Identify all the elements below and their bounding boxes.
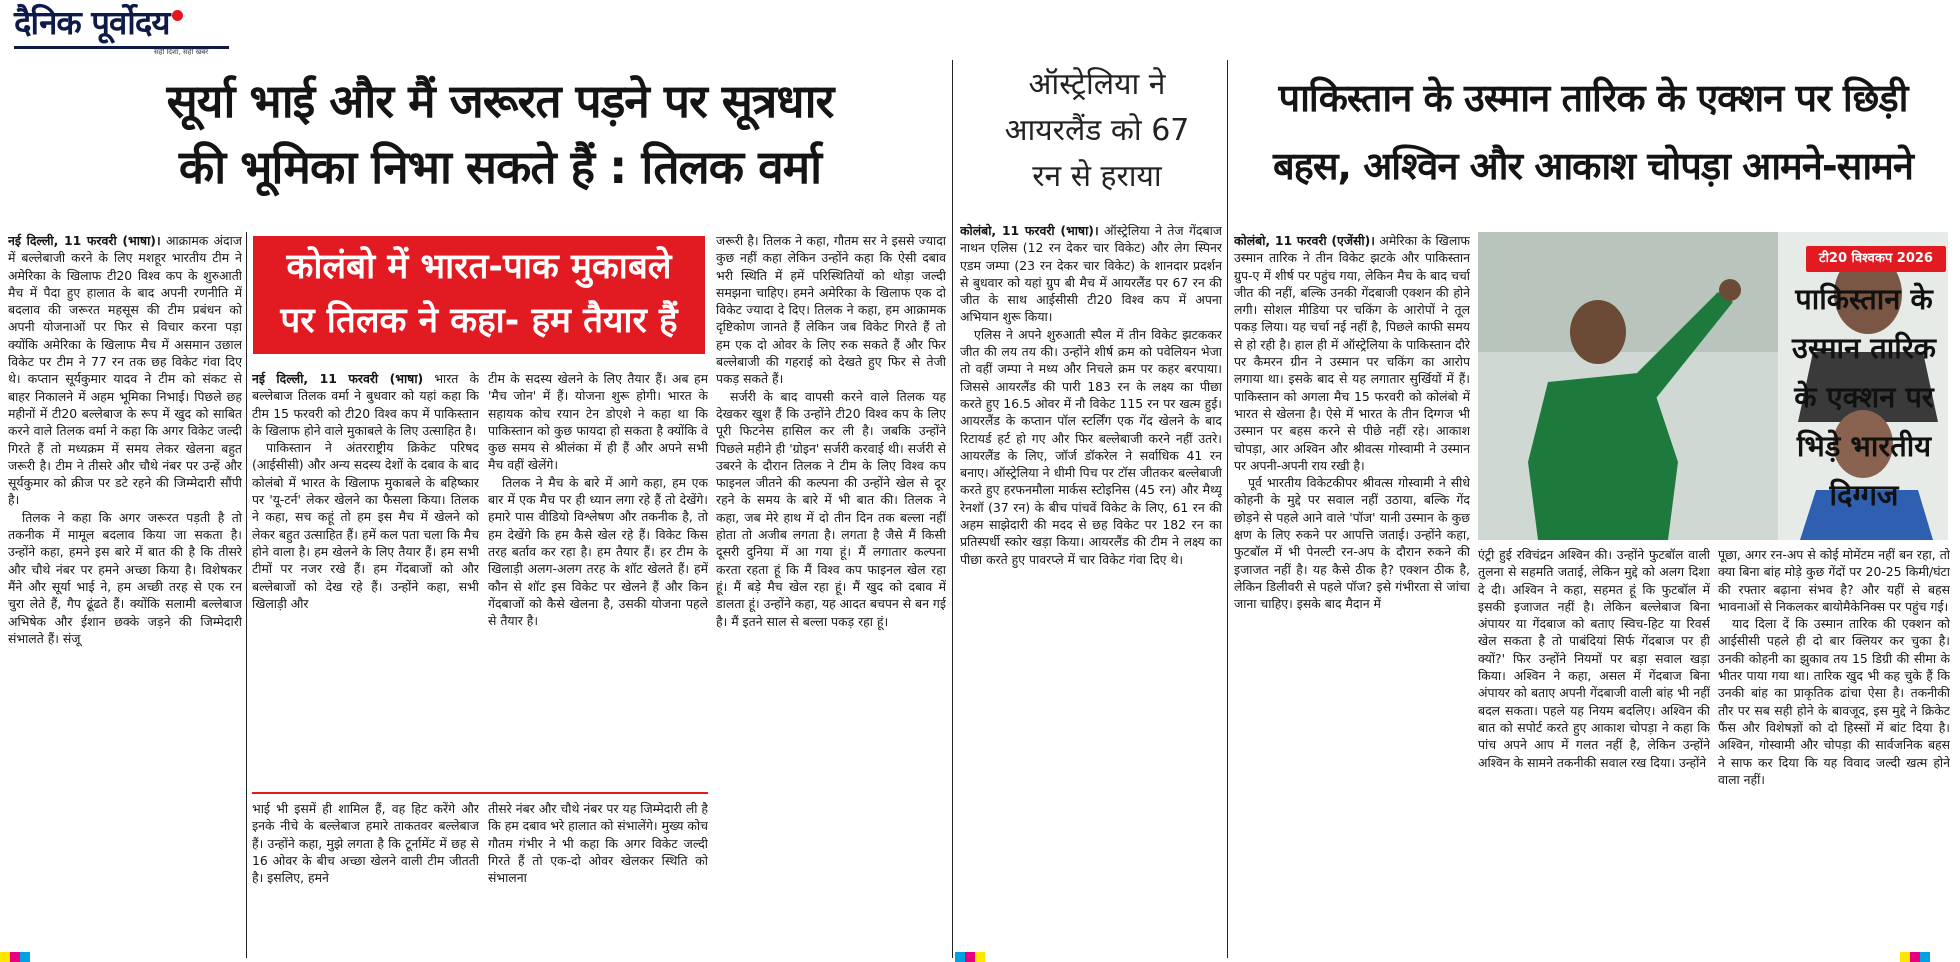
story2-paragraph2: एलिस ने अपने शुरुआती स्पैल में तीन विकेट झटककर जीत की लय तय की। उन्होंने शीर्ष क्रम को पवेलियन भेजा तो वहीं जम्पा ने मध्य और निचले क्रम पर कहर बरपाया। जिससे आयरलैंड की पारी 183 रन के लक्ष्य का पीछा करते हुए 16.5 ओवर में नौ विकेट 115 रन पर खत्म हुई। आयरलैंड के कप्तान पॉल स्टर्लिंग एक गेंद खेलने के बाद रिटायर्ड हर्ट हो गए और फिर बल्लेबाजी करने नहीं उतरे। आयरलैंड के लिए, जॉर्ज डॉकरेल ने सर्वाधिक 41 रन बनाए। ऑस्ट्रेलिया ने धीमी पिच पर टॉस जीतकर बल्लेबाजी करते हुए हरफनमौला मार्कस स्टोइनिस (45 रन) और मैथ्यू रेनशॉ (37 रन) के बीच पांचवें विकेट के लिए, 61 रन की अहम साझेदारी की मदद से छह विकेट पर 182 रन का प्रतिस्पर्धी स्कोर खड़ा किया। आयरलैंड की टीम ने लक्ष्य का पीछा करते हुए पावरप्ले में चार विकेट गंवा दिए थे।: [960, 326, 1222, 567]
story2-headline: [982, 62, 1212, 200]
story1-subheadline-line2: पर तिलक ने कहा- हम तैयार हैं: [280, 301, 678, 341]
story1-col2-paragraph2: पाकिस्तान ने अंतरराष्ट्रीय क्रिकेट परिषद (आईसीसी) और अन्य सदस्य देशों के दबाव के बाद कोलंबो में भारत के खिलाफ मुकाबले के बहिष्कार पर 'यू-टर्न' लेकर खेलने का फैसला किया। तिलक ने कहा, सच कहूं तो हम इस मैच में खेलने को लेकर बहुत उत्साहित हैं। हमें कल पता चला कि मैच होने वाला है। हम खेलने के लिए तैयार हैं। हम सभी टीमों पर नजर रखे हैं। हम गेंदबाजों को और बल्लेबाजों को देख रहे हैं। उन्होंने कहा, सभी खिलाड़ी और: [252, 440, 479, 611]
story3-dateline: कोलंबो, 11 फरवरी (एजेंसी)।: [1234, 233, 1375, 248]
print-mark: [20, 952, 30, 962]
story1-bottom-column-b: [488, 800, 708, 958]
story1-subheadline-box: [253, 236, 705, 354]
story1-col1-paragraph2: तिलक ने कहा कि अगर जरूरत पड़ती है तो तकनीक में मामूल बदलाव किया जा सकता है। उन्होंने कहा, हमने इस बारे में बात की है कि तीसरे और चौथे नंबर पर हमने अच्छा किया है। विशेषकर मैंने और सूर्या भाई ने, हम अच्छी तरह से एक रन चुरा लेते हैं, गैप ढूंढते हैं। क्योंकि सलामी बल्लेबाज अभिषेक और ईशान छक्के जड़ने की जिम्मेदारी संभालते हैं। संजू: [8, 509, 242, 646]
story1-dateline: नई दिल्ली, 11 फरवरी (भाषा)।: [8, 233, 161, 248]
print-mark: [1910, 952, 1920, 962]
story3-paragraph5: याद दिला दें कि उस्मान तारिक की एक्शन को आईसीसी पहले ही दो बार क्लियर कर चुका है। उनकी कोहनी का झुकाव तय 15 डिग्री की सीमा के भीतर पाया गया था। तारिक खुद भी कह चुके हैं कि उनकी बांह का प्राकृतिक ढांचा ऐसा है। तकनीकी तौर पर सब सही होने के बावजूद, इस मुद्दे ने क्रिकेट फैंस और विशेषज्ञों को दो हिस्सों में बांट दिया है। अश्विन, गोस्वामी और चोपड़ा की सार्वजनिक बहस ने साफ कर दिया कि यह विवाद जल्दी खत्म होने वाला नहीं।: [1718, 616, 1950, 787]
print-mark: [975, 952, 985, 962]
masthead-name: दैनिक पूर्वोदय: [14, 3, 170, 42]
print-mark: [1900, 952, 1910, 962]
photo-badge: टी20 विश्वकप 2026: [1806, 246, 1946, 272]
story3-headline-line1: पाकिस्तान के उस्मान तारिक के एक्शन पर छिड़ी: [1278, 76, 1908, 120]
column-divider: [952, 60, 953, 958]
story2-headline-line3: रन से हराया: [1032, 159, 1162, 194]
story3-paragraph1: अमेरिका के खिलाफ उस्मान तारिक ने तीन विकेट झटके और पाकिस्तान ग्रुप-ए में शीर्ष पर पहुंच गया, लेकिन मैच के बाद चर्चा जीत की नहीं, बल्कि उनकी गेंदबाजी एक्शन की होने लगी। सोशल मीडिया पर चकिंग के आरोपों ने तूल पकड़ लिया। यह चर्चा नई नहीं है, पिछले काफी समय से हो रही है। हाल ही में ऑस्ट्रेलिया के पाकिस्तान दौरे पर कैमरन ग्रीन ने उस्मान पर चकिंग का आरोप लगाया था। इसके बाद से यह लगातार सुर्खियों में हैं। पाकिस्तान को अगला मैच 15 फरवरी को कोलंबो में भारत से खेलना है। ऐसे में भारत के तीन दिग्गज भी उस्मान पर बहस करने से पीछे नहीं रहे। आकाश चोपड़ा, आर अश्विन और श्रीवत्स गोस्वामी ने उस्मान पर अपनी-अपनी राय रखी है।: [1234, 233, 1470, 473]
masthead-tagline: सही दिशा, सही खबर: [154, 48, 209, 56]
print-mark: [955, 952, 965, 962]
story2-headline-line2: आयरलैंड को 67: [1004, 113, 1190, 148]
story2-dateline: कोलंबो, 11 फरवरी (भाषा)।: [960, 223, 1099, 238]
story3-headline: [1232, 64, 1954, 200]
story1-column-4: [716, 232, 946, 958]
story1-column-1: [8, 232, 242, 958]
story3-paragraph3: एंट्री हुई रविचंद्रन अश्विन की। उन्होंने फुटबॉल वाली तुलना से सहमति जताई, लेकिन मुद्दे को अलग दिशा दे दी। अश्विन ने कहा, सहमत हूं कि फुटबॉल में इसकी इजाजत नहीं है। लेकिन बल्लेबाज बिना अंपायर या गेंदबाज को बताए स्विच-हिट या रिवर्स खेल सकता है तो पाबंदियां सिर्फ गेंदबाज पर ही क्यों?' फिर उन्होंने नियमों पर बड़ा सवाल खड़ा किया। अश्विन ने कहा, असल में गेंदबाज बिना अंपायर को बताए अपनी गेंदबाजी वाली बांह भी नहीं बदल सकता। पहले यह नियम बदलिए। अश्विन की बात को सपोर्ट करते हुए आकाश चोपड़ा ने कहा कि पांच अपने आप में गलत नहीं है, लेकिन उन्होंने अश्विन के सामने तकनीकी सवाल रख दिया। उन्होंने: [1478, 547, 1710, 770]
story1-col2-dateline: नई दिल्ली, 11 फरवरी (भाषा): [252, 371, 424, 386]
story2-paragraph1: ऑस्ट्रेलिया ने तेज गेंदबाज नाथन एलिस (12 रन देकर चार विकेट) और लेग स्पिनर एडम जम्पा (23 रन देकर चार विकेट) के शानदार प्रदर्शन से बुधवार को यहां ग्रुप बी मैच में आयरलैंड पर 67 रन की जीत के साथ आईसीसी टी20 विश्व कप में अपना अभियान शुरू किया।: [960, 223, 1222, 325]
story1-bottom-column-a: [252, 800, 479, 958]
story1-headline: [30, 68, 970, 200]
column-divider: [246, 232, 247, 958]
story1-column-2: [252, 370, 479, 788]
story1-subheadline-line1: कोलंबो में भारत-पाक मुकाबले: [286, 247, 672, 287]
story1-headline-line1: सूर्या भाई और मैं जरूरत पड़ने पर सूत्रधार: [166, 74, 834, 128]
logo-dot-icon: [172, 10, 183, 21]
story1-bottom-paragraph-a: भाई भी इसमें ही शामिल हैं, वह हिट करेंगे और इनके नीचे के बल्लेबाज हमारे ताकतवर बल्लेबाज हैं। उन्होंने कहा, मुझे लगता है कि टूर्नामेंट में छह से 16 ओवर के बीच अच्छा खेलने वाली टीम जीतती है। इसलिए, हमने: [252, 801, 479, 886]
story1-col2-paragraph1: भारत के बल्लेबाज तिलक वर्मा ने बुधवार को यहां कहा कि टीम 15 फरवरी को टी20 विश्व कप में पाकिस्तान के खिलाफ होने वाले मुकाबले के लिए उत्साहित है।: [252, 371, 479, 438]
column-divider: [1227, 60, 1228, 958]
story1-bottom-paragraph-b: तीसरे नंबर और चौथे नंबर पर यह जिम्मेदारी ली है कि हम दबाव भरे हालात को संभालेंगे। मुख्य कोच गौतम गंभीर ने भी कहा कि अगर विकेट जल्दी गिरते हैं तो एक-दो ओवर खेलकर स्थिति को संभालना: [488, 801, 708, 886]
story3-column-3: [1718, 546, 1950, 958]
photo-caption: पाकिस्तान के उस्मान तारिक के एक्शन पर भिड़े भारतीय दिग्गज: [1792, 282, 1936, 512]
red-divider: [252, 792, 708, 794]
print-mark: [0, 952, 10, 962]
story3-column-1: [1234, 232, 1470, 958]
story1-col3-paragraph2: तिलक ने मैच के बारे में आगे कहा, हम एक बार में एक मैच पर ही ध्यान लगा रहे हैं तो देखेंगे। हमारे पास वीडियो विश्लेषण और तकनीक है, तो हम देखेंगे कि हम कैसे खेल रहे हैं। विकेट किस तरह बर्ताव कर रहा है। हम तैयार हैं। हर टीम के खिलाड़ी अलग-अलग तरह के शॉट खेलते हैं। हमें कौन से शॉट इस विकेट पर खेलने हैं और किन गेंदबाजों को कैसे खेलना है, उसकी योजना पहले से तैयार है।: [488, 474, 708, 629]
story3-headline-line2: बहस, अश्विन और आकाश चोपड़ा आमने-सामने: [1272, 144, 1913, 188]
print-mark: [965, 952, 975, 962]
story1-column-3: [488, 370, 708, 788]
story2-column: [960, 222, 1222, 958]
story2-headline-line1: ऑस्ट्रेलिया ने: [1028, 67, 1166, 102]
print-mark: [10, 952, 20, 962]
print-mark: [1920, 952, 1930, 962]
story1-headline-line2: की भूमिका निभा सकते हैं : तिलक वर्मा: [178, 140, 822, 194]
masthead-logo: [14, 4, 244, 56]
story1-col4-paragraph2: सर्जरी के बाद वापसी करने वाले तिलक यह देखकर खुश हैं कि उन्होंने टी20 विश्व कप के लिए पूरी फिटनेस हासिल कर ली है। जबकि उन्होंने पिछले महीने ही 'ग्रोइन' सर्जरी करवाई थी। सर्जरी से उबरने के दौरान तिलक ने टीम के लिए विश्व कप फाइनल जीतने की कल्पना की उन्होंने खेल से दूर रहने के समय के बारे में भी बात की। तिलक ने कहा, जब मेरे हाथ में दो तीन दिन तक बल्ला नहीं होता तो अजीब लगता है। लगता है जैसे मैं किसी दूसरी दुनिया में आ गया हूं। मैं लगातार कल्पना करता रहता हूं कि मैं विश्व कप फाइनल खेल रहा हूं। मैं बड़े मैच खेल रहा हूं। मैं खुद को दबाव में डालता हूं। उन्होंने कहा, यह आदत बचपन से बन गई है। मैं इतने साल से बल्ला पकड़ रहा हूं।: [716, 388, 946, 629]
story1-col4-paragraph1: जरूरी है। तिलक ने कहा, गौतम सर ने इससे ज्यादा कुछ नहीं कहा लेकिन उन्होंने कहा कि ऐसी दबाव भरी स्थिति में हमें परिस्थितियों को थोड़ा जल्दी समझना चाहिए। हमने अमेरिका के खिलाफ एक दो विकेट ज्यादा दे दिए। तिलक ने कहा, हम आक्रामक दृष्टिकोण जानते हैं लेकिन जब विकेट गिरते हैं तो हम एक दो ओवर के लिए रुक सकते हैं और फिर बल्लेबाजी की गहराई को देखते हुए फिर से तेजी पकड़ सकते हैं।: [716, 233, 946, 387]
story3-paragraph2: पूर्व भारतीय विकेटकीपर श्रीवत्स गोस्वामी ने सीधे कोहनी के मुद्दे पर सवाल नहीं उठाया, बल्कि गेंद छोड़ने से पहले आने वाले 'पॉज' यानी उस्मान के कुछ क्षण के लिए रुकने पर आपत्ति जताई। उन्होंने कहा, फुटबॉल में भी पेनल्टी रन-अप के दौरान रुकने की इजाजत नहीं है। यह कैसे ठीक है? एक्शन ठीक है, लेकिन डिलीवरी से पहले पॉज? इसे गंभीरता से जांचा जाना चाहिए। इसके बाद मैदान में: [1234, 475, 1470, 612]
story1-col3-paragraph1: टीम के सदस्य खेलने के लिए तैयार हैं। अब हम 'मैच जोन' में हैं। योजना शुरू होगी। भारत के सहायक कोच रयान टेन डोएशे ने कहा था कि पाकिस्तान को कुछ फायदा हो सकता है क्योंकि वे कुछ समय से श्रीलंका में ही हैं और अपने सभी मैच वहीं खेलेंगे।: [488, 371, 708, 473]
story3-column-2: [1478, 546, 1710, 958]
story1-col1-paragraph1: आक्रामक अंदाज में बल्लेबाजी करने के लिए मशहूर भारतीय टीम ने अमेरिका के खिलाफ टी20 विश्व कप के शुरुआती मैच में पैदा हुए हालात के बाद अपनी रणनीति में बदलाव की जरूरत महसूस की टीम प्रबंधन को अपनी योजनाओं पर फिर से विचार करना पड़ा क्योंकि अमेरिका के खिलाफ मैच में असमान उछाल विकेट पर टीम ने 77 रन तक छह विकेट गंवा दिए थे। कप्तान सूर्यकुमार यादव ने टीम को संकट से बाहर निकालने में अहम भूमिका निभाई। पिछले छह महीनों में टी20 बल्लेबाज के रूप में खुद को साबित करने वाले तिलक वर्मा ने कहा कि अगर विकेट जल्दी गिरते हैं तो मध्यक्रम में समय लेकर खेलना बहुत जरूरी है। टीम ने तीसरे और चौथे नंबर पर उन्हें और सूर्यकुमार को क्रीज पर डटे रहने की जिम्मेदारी सौंपी है।: [8, 233, 242, 508]
story3-paragraph4: पूछा, अगर रन-अप से कोई मोमेंटम नहीं बन रहा, तो क्या बिना बांह मोड़े कुछ गेंदों पर 20-25 किमी/घंटा की रफ्तार बढ़ाना संभव है? और यहीं से बहस भावनाओं से निकलकर बायोमैकेनिक्स पर पहुंच गई।: [1718, 547, 1950, 614]
